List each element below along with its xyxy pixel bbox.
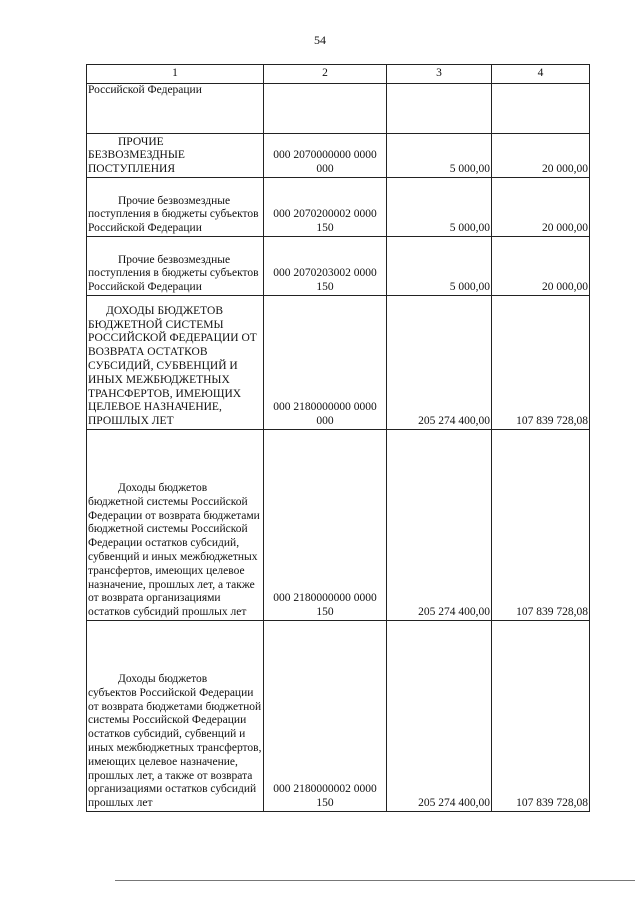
- table-row: [87, 296, 590, 430]
- row-value-col4: 107 839 728,08: [492, 621, 590, 812]
- page-number: 54: [314, 33, 326, 47]
- row-name-rest: БЕЗВОЗМЕЗДНЫЕ ПОСТУПЛЕНИЯ: [88, 149, 185, 176]
- row-value-col4: 20 000,00: [492, 178, 590, 237]
- row-code-cell: 000 2070203002 0000 150: [264, 237, 387, 296]
- row-name-first: ПРОЧИЕ: [118, 135, 164, 148]
- row-value-col3: 205 274 400,00: [387, 430, 492, 621]
- row-name-rest: поступления в бюджеты субъектов Российской Федерации: [88, 208, 259, 235]
- row-value-col4: 107 839 728,08: [492, 296, 590, 430]
- column-header-2: 2: [264, 65, 387, 84]
- table-row: [87, 621, 590, 812]
- row-name-cell: [87, 178, 264, 237]
- row-name-cell: [87, 134, 264, 178]
- row-name-first: ДОХОДЫ БЮДЖЕТОВ: [106, 304, 224, 317]
- column-header-4: 4: [492, 65, 590, 84]
- row-name-cell: [87, 296, 264, 430]
- row-name-first: Доходы бюджетов: [118, 673, 208, 686]
- continued-name-cell: Российской Федерации: [87, 84, 264, 134]
- row-code-cell: 000 2070000000 0000 000: [264, 134, 387, 178]
- table-row: [87, 237, 590, 296]
- table-header-row: [87, 65, 590, 84]
- row-value-col4: 20 000,00: [492, 134, 590, 178]
- row-name-cell: [87, 430, 264, 621]
- row-value-col3: 205 274 400,00: [387, 296, 492, 430]
- row-name-rest: БЮДЖЕТНОЙ СИСТЕМЫ РОССИЙСКОЙ ФЕДЕРАЦИИ ОТ ВОЗВРАТА ОСТАТКОВ СУБСИДИЙ, СУБВЕНЦИЙ И ИНЫХ МЕЖБЮДЖЕТНЫХ ТРАНСФЕРТОВ, ИМЕЮЩИХ ЦЕЛЕВОЕ НАЗНАЧЕНИЕ, ПРОШЛЫХ ЛЕТ: [88, 318, 257, 428]
- row-code-cell: 000 2180000002 0000 150: [264, 621, 387, 812]
- row-name-first: Прочие безвозмездные: [118, 194, 231, 207]
- row-value-col3: 205 274 400,00: [387, 621, 492, 812]
- table-row: [87, 134, 590, 178]
- empty-cell: [264, 84, 387, 134]
- row-name-rest: субъектов Российской Федерации от возврата бюджетами бюджетной системы Российской Федерации остатков субсидий, субвенций и иных межбюджетных трансфертов, имеющих целевое назначение, прошлых лет, а также от возврата организациями остатков субсидий прошлых лет: [88, 686, 262, 810]
- row-code-cell: 000 2180000000 0000 000: [264, 296, 387, 430]
- bottom-rule: [115, 880, 635, 881]
- row-code-cell: 000 2180000000 0000 150: [264, 430, 387, 621]
- row-value-col4: 107 839 728,08: [492, 430, 590, 621]
- column-header-1: 1: [87, 65, 264, 84]
- row-name-cell: [87, 237, 264, 296]
- row-value-col3: 5 000,00: [387, 134, 492, 178]
- row-code-cell: 000 2070200002 0000 150: [264, 178, 387, 237]
- row-value-col4: 20 000,00: [492, 237, 590, 296]
- row-name-cell: [87, 621, 264, 812]
- column-header-3: 3: [387, 65, 492, 84]
- row-name-rest: бюджетной системы Российской Федерации от возврата бюджетами бюджетной системы Российской Федерации остатков субсидий, субвенций и иных межбюджетных трансфертов, имеющих целевое назначение, прошлых лет, а также от возврата организациями остатков субсидий прошлых лет: [88, 495, 260, 619]
- empty-cell: [492, 84, 590, 134]
- revenue-table: [86, 64, 590, 812]
- table-row: [87, 430, 590, 621]
- table-row-continued: [87, 84, 590, 134]
- row-name-first: Доходы бюджетов: [118, 482, 208, 495]
- row-name-rest: поступления в бюджеты субъектов Российской Федерации: [88, 267, 259, 294]
- row-value-col3: 5 000,00: [387, 237, 492, 296]
- row-name-first: Прочие безвозмездные: [118, 253, 231, 266]
- row-value-col3: 5 000,00: [387, 178, 492, 237]
- table-row: [87, 178, 590, 237]
- empty-cell: [387, 84, 492, 134]
